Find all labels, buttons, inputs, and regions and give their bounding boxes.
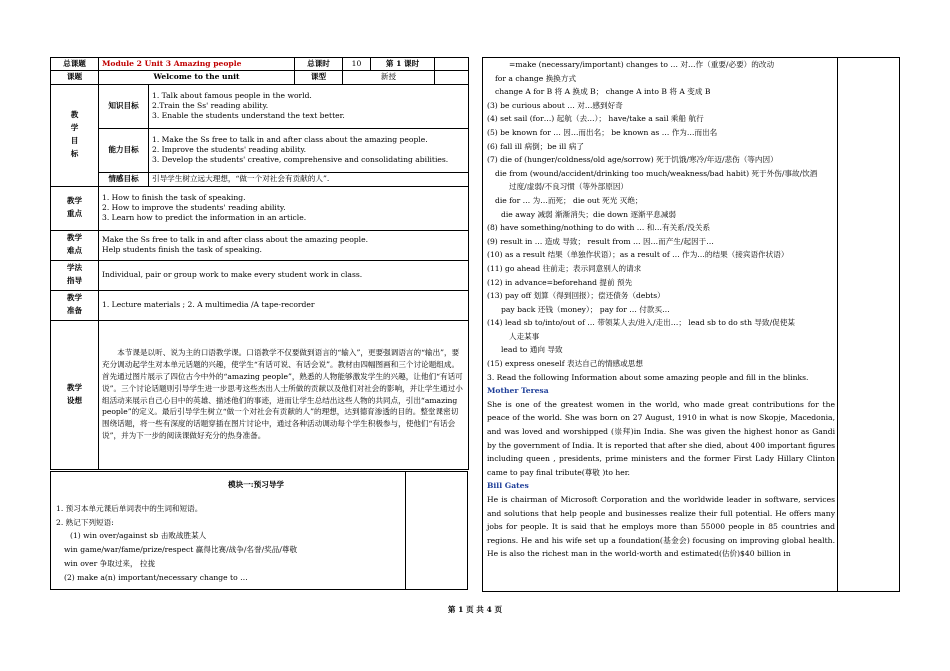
phrase-line: (15) express oneself 表达自己的情感或思想 [487, 359, 643, 369]
module-one-line: (2) make a(n) important/necessary change to … [64, 572, 248, 582]
module-one-line: (1) win over/against sb 击败战胜某人 [70, 531, 207, 541]
phrase-line: die from (wound/accident/drinking too much/weakness/bad habit) 死于外伤/事故/饮酒 [495, 168, 818, 178]
type-label: 课型 [295, 71, 343, 84]
section-heading-mother-teresa: Mother Teresa [487, 386, 549, 396]
phrase-line: (5) be known for … 因…而出名； be known as … 作为…而出名 [487, 127, 718, 137]
knowledge-label: 知识目标 [99, 84, 149, 128]
phrase-line: change A for B 将 A 换成 B； change A into B 将 A 变成 B [495, 87, 711, 97]
guidance-text: Individual, pair or group work to make every student work in class. [99, 260, 469, 290]
phrase-line: (14) lead sb to/into/out of … 带领某人去/进入/走出…； lead sb to do sth 导致/促使某 [487, 318, 795, 328]
ability-objectives: 1. Make the Ss free to talk in and after class about the amazing people. 2. Improve the students' reading ability. 3. Develop the students' creative, comprehensive and consolidating abilities. [149, 128, 469, 172]
difficulty-items: Make the Ss free to talk in and after class about the amazing people. Help students finish the task of speaking. [99, 230, 469, 260]
phrase-line: 过度/虚弱/不良习惯（等外部原因） [509, 182, 629, 192]
right-column-content [487, 58, 835, 561]
phrase-line: 人走某事 [509, 331, 540, 341]
module-one-title: 模块一:预习导学 [228, 480, 284, 489]
total-periods-label: 总课时 [295, 58, 343, 71]
unit-title: Module 2 Unit 3 Amazing people [99, 58, 295, 71]
guidance-label: 学法指导 [51, 260, 99, 290]
total-periods-value: 10 [343, 58, 371, 71]
emotion-objective: 引导学生树立远大理想，“做一个对社会有贡献的人”. [149, 172, 469, 186]
design-text: 本节课是以听、说为主的口语教学课。口语教学不仅要做到语言的“输入”，更要强调语言的“输出”，要充分调动起学生对本单元话题的兴趣，使学生“有话可说、有话会说”。教材由四幅图画和三个讨论题组成。首先通过图片展示了四位古今中外的“amazing people”，熟悉的人物能够激发学生的兴趣，让他们“有话可说”。三个讨论话题则引导学生进一步思考这些杰出人士所做的贡献以及他们对社会的影响，并让学生通过小组活动来展示自己心目中的英雄、描述他们的事迹，进而让学生总结出这些人物的共同点，引出“amazing people”的定义。最后引导学生树立“做一个对社会有贡献的人”的理想，达到德育渗透的目的。整堂课密切围绕话题，将一些有深度的话题穿插在图片讨论中，通过各种活动调动每个学生积极参与，使他们“有话会说”，并为下一步的阅读课做好充分的热身准备。 [99, 320, 469, 469]
module-one-line: win over 争取过来， 拉拢 [64, 558, 156, 568]
phrase-line: (12) in advance=beforehand 提前 预先 [487, 277, 633, 287]
design-label: 教学设想 [51, 320, 99, 469]
phrase-line: 3. Read the following Information about some amazing people and fill in the blinks. [487, 372, 809, 382]
phrase-line: (7) die of (hunger/coldness/old age/sorrow) 死于饥饿/寒冷/年迈/悲伤（等内因） [487, 155, 778, 165]
section-heading-bill-gates: Bill Gates [487, 481, 529, 491]
type-value: 新授 [343, 71, 435, 84]
knowledge-objectives: 1. Talk about famous people in the world. 2.Train the Ss' reading ability. 3. Enable the students understand the text better. [149, 84, 469, 128]
phrase-line: die for … 为…而死； die out 死光 灭绝； [495, 195, 643, 205]
lesson-plan-table [50, 57, 469, 470]
phrase-line: (3) be curious about … 对…感到好奇 [487, 100, 623, 110]
focus-items: 1. How to finish the task of speaking. 2. How to improve the students' reading ability. 3. Learn how to predict the information in an article. [99, 186, 469, 230]
phrase-line: (8) have something/nothing to do with … 和…有关系/没关系 [487, 223, 711, 233]
notes-column [837, 57, 900, 592]
phrase-line: lead to 通向 导致 [501, 345, 563, 355]
difficulty-label: 教学难点 [51, 230, 99, 260]
topic-value: Welcome to the unit [99, 71, 295, 84]
phrase-line: =make (necessary/important) changes to … 对…作（重要/必要）的改动 [509, 60, 775, 69]
empty-cell [435, 71, 469, 84]
page-footer: 第 1 页 共 4 页 [447, 605, 503, 614]
phrase-line: (9) result in … 造成 导致； result from … 因…而产生/起因于… [487, 236, 714, 246]
preparation-label: 教学准备 [51, 290, 99, 320]
paragraph-bill-gates: He is chairman of Microsoft Corporation and the worldwide leader in software, services and solutions that help people and businesses realize their full potential. He offers many jobs for people. It is said that he employs more than 55000 people in 85 countries and regions. He and his wife set up a foundation(基金会) focusing on improving global health. He is also the richest man in the world-worth and estimated(估价)$40 billion in [487, 495, 835, 559]
module-one-line: 2. 熟记下列短语: [56, 517, 114, 527]
preparation-text: 1. Lecture materials ; 2. A multimedia /A tape-recorder [99, 290, 469, 320]
focus-label: 教学重点 [51, 186, 99, 230]
phrase-line: (6) fall ill 病倒；be ill 病了 [487, 141, 584, 151]
phrase-line: die away 减弱 渐渐消失；die down 逐渐平息减弱 [501, 209, 677, 219]
module-one-line: 1. 预习本单元课后单词表中的生词和短语。 [56, 503, 203, 513]
module-one-line: win game/war/fame/prize/respect 赢得比赛/战争/名誉/奖品/尊敬 [64, 545, 298, 555]
phrase-line: (4) set sail (for…) 起航（去…）； have/take a sail 乘船 航行 [487, 114, 704, 124]
emotion-label: 情感目标 [99, 172, 149, 186]
empty-cell [435, 58, 469, 71]
topic-label: 课题 [51, 71, 99, 84]
phrase-line: (11) go ahead 往前走；表示同意别人的请求 [487, 263, 642, 273]
period-label: 第 1 课时 [371, 58, 435, 71]
phrase-line: (10) as a result 结果（单独作状语）；as a result of … 作为…的结果（接宾语作状语） [487, 250, 789, 260]
phrase-line: (13) pay off 划算（得到回报）；偿还债务（debts） [487, 291, 665, 301]
phrase-line: for a change 换换方式 [495, 73, 577, 83]
paragraph-mother-teresa: She is one of the greatest women in the world, who made great contributions for the peace of the world. She was born on 27 August, 1910 in what is now Skopje, Macedonia, and was loved and worshipped (崇拜)in India. She was given the highest honor as Gandi by the government of India. It is reported that after she died, about 400 important figures including queen , presidents, prime ministers and the former First Lady Hillary Clinton came to pay final tribute(尊敬 )to her. [487, 399, 835, 477]
module-one-content [56, 478, 456, 585]
ability-label: 能力目标 [99, 128, 149, 172]
phrase-line: pay back 还钱（money）； pay for … 付款买… [501, 304, 670, 314]
total-topic-label: 总课题 [51, 58, 99, 71]
objectives-label: 教学目标 [51, 84, 99, 186]
